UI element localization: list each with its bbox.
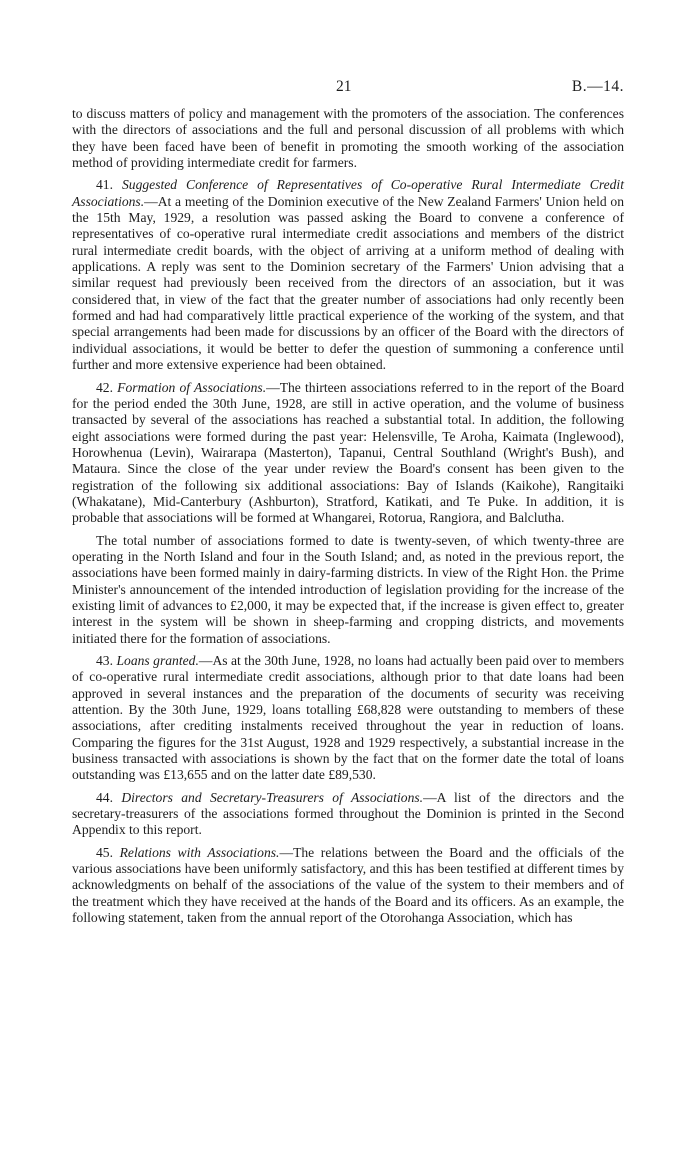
paragraph-44 bbox=[72, 790, 624, 839]
paragraph-number: 45. bbox=[96, 844, 113, 860]
body-text bbox=[72, 106, 624, 927]
paragraph-42 bbox=[72, 380, 624, 527]
paragraph-text: The total number of associations formed to date is twenty-seven, of which twenty-three are operating in the North Island and four in the South Island; and, as noted in the previous report, the associations have been formed mainly in dairy-farming districts. In view of the Right Hon. the Prime Minister's announcement of the intended introduction of legislation providing for the increase of the existing limit of advances to £2,000, it may be expected that, if the increase is given effect to, greater interest in the system will be shown in sheep-farming and cropping districts, and movements initiated there for the formation of associations. bbox=[72, 532, 624, 646]
paragraph-text: —As at the 30th June, 1928, no loans had actually been paid over to members of co-operative rural intermediate credit associations, although prior to that date loans had been approved in several instances and the preparation of the documents of security was receiving attention. By the 30th June, 1929, loans totalling £68,828 were outstanding to members of these associations, after crediting instalments received throughout the year in reduction of loans. Comparing the figures for the 31st August, 1928 and 1929 respectively, a substantial increase in the business transacted with associations is shown by the fact that on the former date the total of loans outstanding was £13,655 and on the latter date £89,530. bbox=[72, 653, 625, 783]
paragraph-number: 41. bbox=[96, 177, 113, 193]
paragraph-text: —A list of the directors and the secretary-treasurers of the associations formed throughout the Dominion is printed in the Second Appendix to this report. bbox=[72, 789, 624, 838]
paragraph-heading: Relations with Associations. bbox=[119, 844, 280, 860]
paragraph-heading: Formation of Associations. bbox=[117, 379, 267, 395]
paragraph-text: —The thirteen associations referred to in the report of the Board for the period ended the 30th June, 1928, are still in active operation, and the volume of business transacted by several of the associations has reached a substantial total. In addition, the following eight associations were formed during the past year: Helensville, Te Aroha, Kaimata (Inglewood), Horowhenua (Levin), Wairarapa (Masterton), Tapanui, Central Southland (Wright's Bush), and Mataura. Since the close of the year under review the Board's consent has been given to the registration of the following six additional associations: Bay of Islands (Kaikohe), Rangitaiki (Whakatane), Mid-Canterbury (Ashburton), Stratford, Katikati, and Te Puke. In addition, it is probable that associations will be formed at Whangarei, Rotorua, Rangiora, and Balclutha. bbox=[72, 379, 625, 526]
paragraph-number: 43. bbox=[96, 653, 113, 668]
paragraph-43 bbox=[72, 653, 624, 784]
paragraph-text: to discuss matters of policy and management with the promoters of the association. The conferences with the directors of associations and the full and personal discussion of all problems with which they have been faced have been of benefit in promoting the smooth working of the association method of providing intermediate credit for farmers. bbox=[72, 106, 624, 171]
paragraph-heading: Suggested Conference of Representatives of Co-operative Rural Intermediate Credit Associations. bbox=[72, 177, 624, 209]
paragraph-45 bbox=[72, 845, 624, 927]
paragraph-text: —The relations between the Board and the officials of the various associations have been uniformly satisfactory, and this has been testified at different times by acknowledgments on behalf of the associations of the value of the system to their members and of the treatment which they have received at the hands of the Board and its officers. As an example, the following statement, taken from the annual report of the Otorohanga Association, which has bbox=[72, 844, 624, 926]
paragraph-heading: Loans granted. bbox=[116, 653, 199, 668]
paragraph-number: 44. bbox=[96, 789, 113, 805]
paragraph-42-continued bbox=[72, 533, 624, 647]
paragraph-heading: Directors and Secretary-Treasurers of Associations. bbox=[121, 789, 424, 805]
paragraph-text: —At a meeting of the Dominion executive of the New Zealand Farmers' Union held on the 15th May, 1929, a resolution was passed asking the Board to convene a conference of representatives of co-operative rural intermediate credit associations and members of the district rural intermediate credit boards, with the object of arriving at a uniform method of dealing with applications. A reply was sent to the Dominion secretary of the Farmers' Union advising that a similar request had previously been received from the directors of an association, but it was considered that, in view of the fact that the greater number of associations had only recently been formed and had had comparatively little practical experience of the working of the system, and that special arrangements had been made for discussions by an officer of the Board with the directors of individual associations, it would be better to defer the question of summoning a conference until further and more extensive experience had been obtained. bbox=[72, 193, 624, 373]
paragraph-continuation bbox=[72, 106, 624, 171]
document-page bbox=[72, 78, 624, 933]
paragraph-41 bbox=[72, 177, 624, 373]
paper-reference: B.—14. bbox=[571, 78, 624, 95]
running-head bbox=[72, 78, 624, 100]
page-number: 21 bbox=[336, 78, 352, 95]
paragraph-number: 42. bbox=[96, 379, 113, 395]
